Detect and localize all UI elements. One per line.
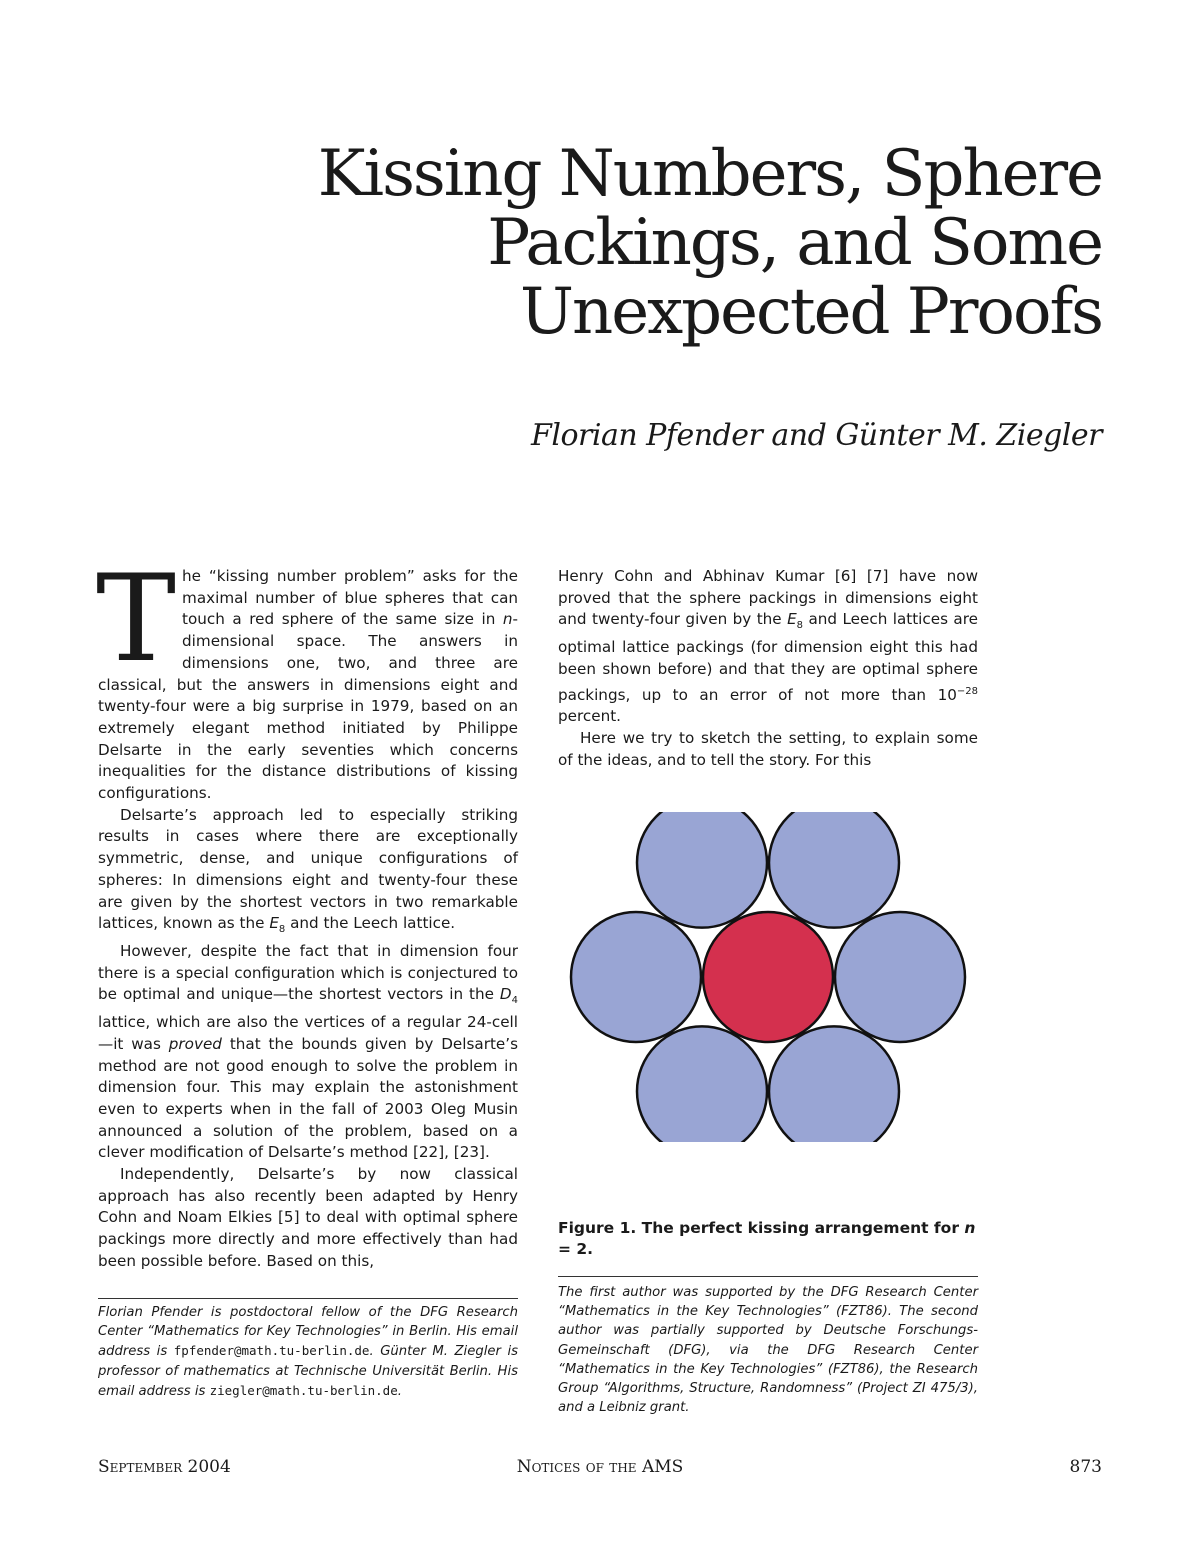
blue-sphere-2 — [769, 812, 899, 928]
author-line: Florian Pfender and Günter M. Ziegler — [531, 418, 1102, 453]
blue-sphere-5 — [637, 1026, 767, 1142]
footer-journal: Notices of the AMS — [516, 1457, 684, 1477]
article-title — [142, 137, 1102, 349]
paragraph-cohn-kumar: Henry Cohn and Abhinav Kumar [6] [7] have now proved that the sphere packings in dimensions eight and twenty-four given by the $E_8$ and Leech lattices are optimal lattice packings (for dimension eight this had been shown before) and that they are optimal sphere packings, up to an error of not more than $10^{-28}$ percent. — [558, 567, 978, 726]
funding-footnote: The first author was supported by the DFG Research Center “Mathematics in the Key Technologies” (FZT86). The second author was partially supported by Deutsche Forschungs-Gemeinschaft (DFG), via the DFG Research Center “Mathematics in the Key Technologies” (FZT86), the Research Group “Algorithms, Structure, Randomness” (Project ZI 475/3), and a Leibniz grant. — [558, 1285, 978, 1416]
footer-date: September 2004 — [98, 1457, 231, 1477]
right-column — [558, 566, 978, 771]
paragraph-intro: The “kissing number problem” asks for the maximal number of blue spheres that can touch a red sphere of the same size in n-dimensional space. The answers in dimensions one, two, and three are classical, but the answers in dimensions eight and twenty-four were a big surprise in 1979, based on an extremely elegant method initiated by Philippe Delsarte in the early seventies which concerns inequalities for the distance distributions of kissing configurations. — [96, 550, 518, 803]
blue-sphere-3 — [637, 812, 767, 928]
drop-cap: T — [96, 550, 177, 689]
paragraph-independently: Independently, Delsarte’s by now classical approach has also recently been adapted by Henry Cohn and Noam Elkies [5] to deal with optimal sphere packings more directly and more effectively than had been possible before. Based on this, — [98, 1165, 518, 1270]
kissing-diagram — [560, 812, 980, 1142]
paragraph-here-we-try: Here we try to sketch the setting, to explain some of the ideas, and to tell the story. For this — [558, 729, 978, 769]
blue-sphere-4 — [571, 912, 701, 1042]
author-footnote: Florian Pfender is postdoctoral fellow of the DFG Research Center “Mathematics for Key Technologies” in Berlin. His email address is fpfender@math.tu-berlin.de. Günter M. Ziegler is professor of mathematics at Technische Universität Berlin. His email address is ziegler@math.tu-berlin.de. — [98, 1305, 518, 1399]
title-line-3: Unexpected Proofs — [520, 275, 1102, 349]
paragraph-dimension-four: However, despite the fact that in dimension four there is a special configuration which is conjectured to be optimal and unique—the shortest vectors in the $D_4$ lattice, which are also the vertices of a regular 24-cell—it was proved that the bounds given by Delsarte’s method are not good enough to solve the problem in dimension four. This may explain the astonishment even to experts when in the fall of 2003 Oleg Musin announced a solution of the problem, based on a clever modification of Delsarte’s method [22], [23]. — [98, 941, 518, 1162]
figure-caption: Figure 1. The perfect kissing arrangement for n = 2. — [558, 1219, 976, 1258]
blue-sphere-1 — [835, 912, 965, 1042]
footnote-rule-right — [558, 1276, 978, 1277]
blue-sphere-6 — [769, 1026, 899, 1142]
paragraph-delsarte: Delsarte’s approach led to especially striking results in cases where there are exceptionally symmetric, dense, and unique configurations of spheres: In dimensions eight and twenty-four these are given by the shortest vectors in two remarkable lattices, known as the $E_8$ and the Leech lattice. — [98, 805, 518, 936]
title-line-2: Packings, and Some — [487, 206, 1102, 280]
center-red-sphere — [703, 912, 833, 1042]
title-line-1: Kissing Numbers, Sphere — [317, 137, 1102, 211]
email-pfender[interactable]: fpfender@math.tu-berlin.de — [173, 1343, 370, 1359]
kissing-figure — [560, 812, 980, 1142]
page-number: 873 — [1069, 1457, 1102, 1477]
left-column — [96, 550, 518, 1273]
footnote-rule-left — [98, 1298, 518, 1299]
email-ziegler[interactable]: ziegler@math.tu-berlin.de — [209, 1382, 398, 1398]
